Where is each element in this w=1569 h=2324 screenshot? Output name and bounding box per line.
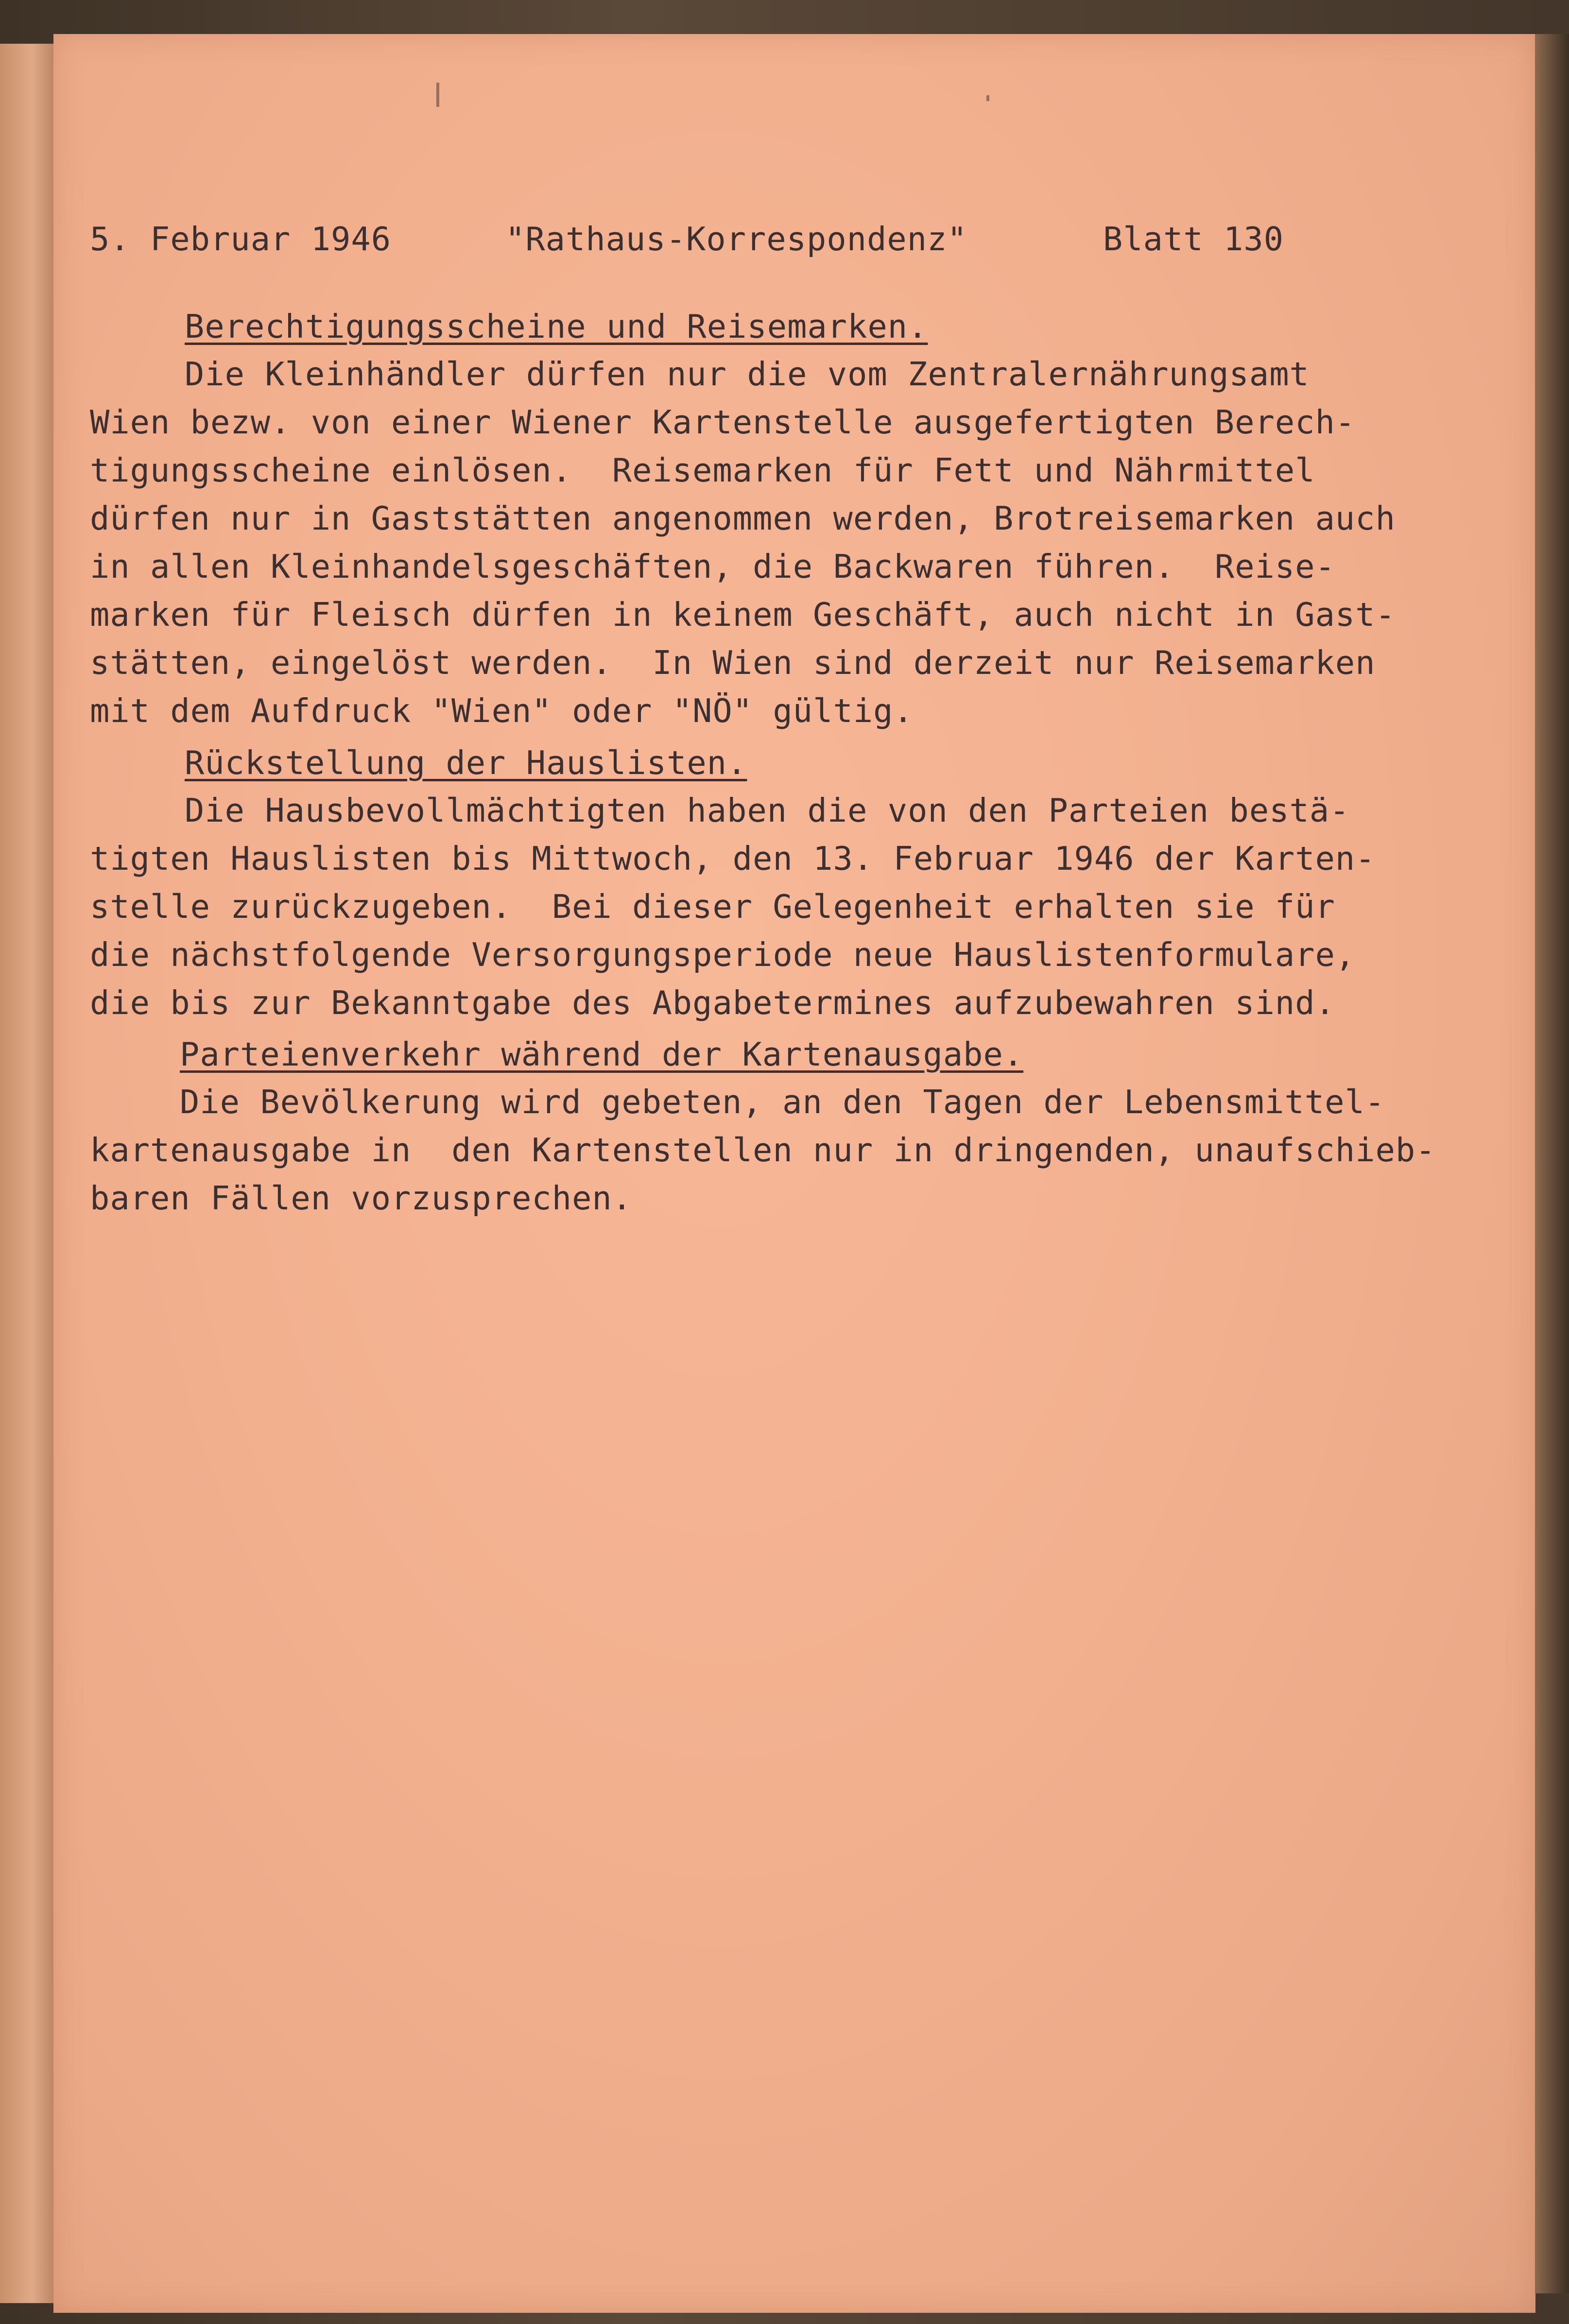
header-date: 5. Februar 1946	[90, 220, 392, 258]
text-line: Die Bevölkerung wird gebeten, an den Tagen der Lebensmittel-	[180, 1083, 1385, 1121]
text-line: die bis zur Bekanntgabe des Abgabetermines aufzubewahren sind.	[90, 984, 1335, 1022]
text-line: die nächstfolgende Versorgungsperiode neue Hauslistenformulare,	[90, 936, 1356, 974]
section-heading: Rückstellung der Hauslisten.	[185, 744, 747, 782]
stray-dot-mark	[986, 95, 989, 101]
text-line: Die Hausbevollmächtigten haben die von den Parteien bestä-	[185, 792, 1350, 829]
text-line: tigungsscheine einlösen. Reisemarken für Fett und Nährmittel	[90, 451, 1315, 489]
text-line: marken für Fleisch dürfen in keinem Geschäft, auch nicht in Gast-	[90, 596, 1396, 634]
text-line: stätten, eingelöst werden. In Wien sind derzeit nur Reisemarken	[90, 644, 1376, 682]
text-line: Wien bezw. von einer Wiener Kartenstelle ausgefertigten Berech-	[90, 403, 1356, 441]
header-title: "Rathaus-Korrespondenz"	[505, 220, 967, 258]
text-line: mit dem Aufdruck "Wien" oder "NÖ" gültig.	[90, 692, 914, 730]
section-heading: Parteienverkehr während der Kartenausgabe.	[180, 1035, 1024, 1073]
header-sheet-number: Blatt 130	[1103, 220, 1284, 258]
text-line: dürfen nur in Gaststätten angenommen werden, Brotreisemarken auch	[90, 499, 1396, 537]
text-line: baren Fällen vorzusprechen.	[90, 1179, 633, 1217]
section-heading: Berechtigungsscheine und Reisemarken.	[185, 308, 928, 345]
text-line: stelle zurückzugeben. Bei dieser Gelegenheit erhalten sie für	[90, 888, 1335, 926]
text-line: tigten Hauslisten bis Mittwoch, den 13. Februar 1946 der Karten-	[90, 840, 1376, 878]
text-line: kartenausgabe in den Kartenstellen nur in dringenden, unaufschieb-	[90, 1131, 1436, 1169]
stray-pen-mark	[436, 83, 439, 107]
text-line: Die Kleinhändler dürfen nur die vom Zentralernährungsamt	[185, 355, 1310, 393]
text-line: in allen Kleinhandelsgeschäften, die Backwaren führen. Reise-	[90, 548, 1335, 585]
